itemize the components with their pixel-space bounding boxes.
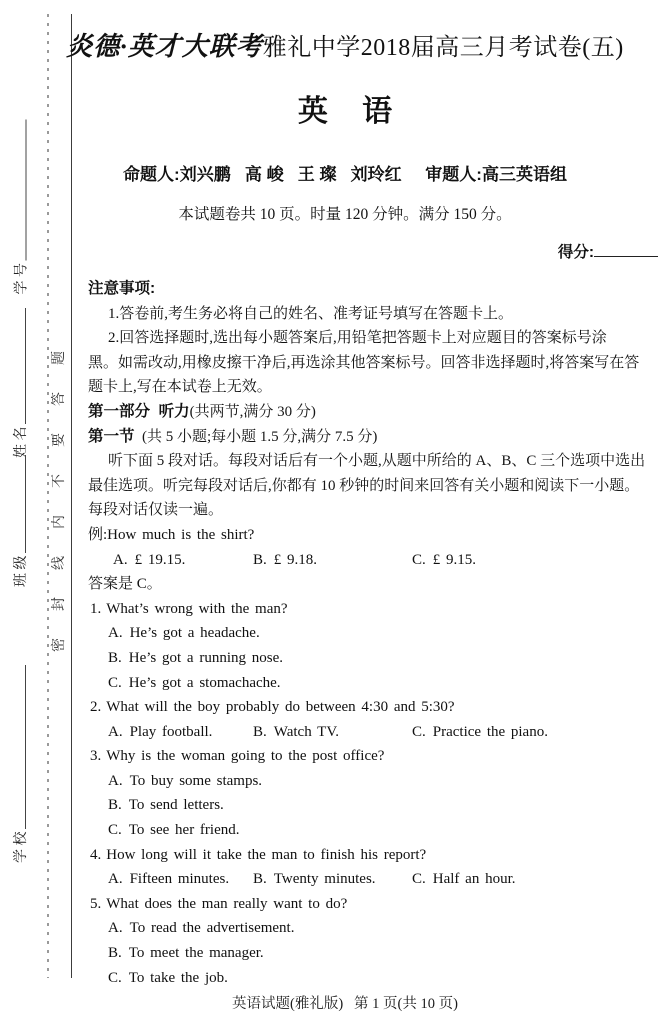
listening-instructions-line-1: 听下面 5 段对话。每段对话后有一个小题,从题中所给的 A、B、C 三个选项中选出	[108, 453, 646, 470]
paper-info-line: 本试题卷共 10 页。时量 120 分钟。满分 150 分。	[178, 206, 512, 223]
listening-instructions-line-3: 每段对话仅读一遍。	[88, 502, 224, 519]
example-question	[88, 523, 656, 548]
question-5-text: What does the man really want to do?	[106, 895, 348, 912]
example-label: 例:	[88, 526, 108, 543]
question-3-option-b: B. To send letters.	[108, 797, 224, 814]
school-label: 学 校	[14, 831, 29, 863]
notice-item-2-line-1: 2.回答选择题时,选出每小题答案后,用铅笔把答题卡上对应题目的答案标号涂	[108, 330, 607, 347]
examiners-line: 命题人:刘兴鹏 高 峻 王 璨 刘玲红 审题人:高三英语组	[123, 165, 567, 184]
name-label: 姓 名	[14, 426, 29, 458]
part-1-heading	[88, 400, 656, 425]
notice-heading: 注意事项:	[88, 280, 156, 297]
seal-dotted-line	[47, 14, 49, 978]
paper-title	[30, 26, 660, 63]
section-1-heading	[88, 425, 656, 450]
example-option-a: A. £ 19.15.	[113, 551, 186, 568]
question-2-option-a: A. Play football.	[108, 723, 213, 740]
question-3: 3. Why is the woman going to the post office?	[90, 748, 385, 765]
question-5-option-c: C. To take the job.	[108, 969, 228, 986]
question-3-option-c: C. To see her friend.	[108, 822, 240, 839]
score-blank-line	[594, 242, 658, 257]
class-field	[10, 455, 30, 587]
question-5-option-a: A. To read the advertisement.	[108, 920, 295, 937]
part-1-title: 第一部分 听力	[88, 402, 190, 420]
question-3-text: Why is the woman going to the post office?	[106, 748, 385, 765]
page-footer: 英语试题(雅礼版) 第 1 页(共 10 页)	[232, 996, 458, 1012]
question-4: 4. How long will it take the man to finish his report?	[90, 846, 427, 863]
example-answer: 答案是 C。	[88, 576, 162, 593]
paper-series-name: 炎德·英才大联考	[66, 32, 263, 61]
notice-item-2-line-2: 黑。如需改动,用橡皮擦干净后,再选涂其他答案标号。回答非选择题时,将答案写在答	[88, 354, 640, 371]
question-4-option-c: C. Half an hour.	[412, 871, 516, 888]
part-1-score-note: (共两节,满分 30 分)	[189, 403, 316, 420]
score-row	[558, 240, 658, 262]
student-number-label: 学 号	[14, 263, 30, 295]
question-4-options	[88, 867, 656, 892]
question-4-option-b: B. Twenty minutes.	[253, 871, 376, 888]
question-4-option-a: A. Fifteen minutes.	[108, 871, 230, 888]
question-4-text: How long will it take the man to finish his report?	[106, 846, 427, 863]
paper-edition-name: 雅礼中学2018届高三月考试卷(五)	[262, 35, 624, 61]
question-5-option-b: B. To meet the manager.	[108, 945, 264, 962]
name-blank-line	[14, 308, 26, 425]
question-1-option-c: C. He’s got a stomachache.	[108, 674, 281, 691]
question-1-text: What’s wrong with the man?	[106, 600, 288, 617]
seal-line-text: 密封线内不要答题	[52, 324, 67, 652]
question-2-option-c: C. Practice the piano.	[412, 723, 548, 740]
question-2-options	[88, 720, 656, 745]
example-question-text: How much is the shirt?	[107, 526, 255, 543]
question-1-option-a: A. He’s got a headache.	[108, 625, 260, 642]
notice-item-1: 1.答卷前,考生务必将自己的姓名、准考证号填写在答题卡上。	[108, 305, 514, 322]
class-blank-line	[14, 455, 26, 554]
paper-body	[88, 277, 656, 990]
name-field	[10, 308, 30, 458]
example-options	[88, 548, 656, 573]
example-option-b: B. £ 9.18.	[253, 551, 318, 568]
class-label: 班 级	[14, 555, 29, 587]
section-1-score-note: (共 5 小题;每小题 1.5 分,满分 7.5 分)	[142, 428, 378, 445]
school-blank-line	[14, 665, 26, 830]
student-number-blank-line	[15, 120, 27, 262]
question-2-option-b: B. Watch TV.	[253, 723, 339, 740]
score-label: 得分:	[557, 244, 594, 261]
question-1-option-b: B. He’s got a running nose.	[108, 649, 283, 666]
school-field	[10, 665, 30, 863]
example-option-c: C. £ 9.15.	[412, 551, 477, 568]
question-1: 1. What’s wrong with the man?	[90, 600, 288, 617]
question-5: 5. What does the man really want to do?	[90, 895, 348, 912]
content-border-line	[71, 14, 72, 978]
question-3-option-a: A. To buy some stamps.	[108, 772, 263, 789]
subject-title: 英 语	[297, 95, 393, 128]
question-2-text: What will the boy probably do between 4:30 and 5:30?	[106, 699, 455, 716]
section-1-title: 第一节	[88, 427, 135, 445]
question-2: 2. What will the boy probably do between 4:30 and 5:30?	[90, 699, 455, 716]
student-number-field	[11, 120, 31, 295]
listening-instructions-line-2: 最佳选项。听完每段对话后,你都有 10 秒钟的时间来回答有关小题和阅读下一小题。	[88, 477, 640, 494]
notice-item-2-line-3: 题卡上,写在本试卷上无效。	[88, 379, 272, 396]
